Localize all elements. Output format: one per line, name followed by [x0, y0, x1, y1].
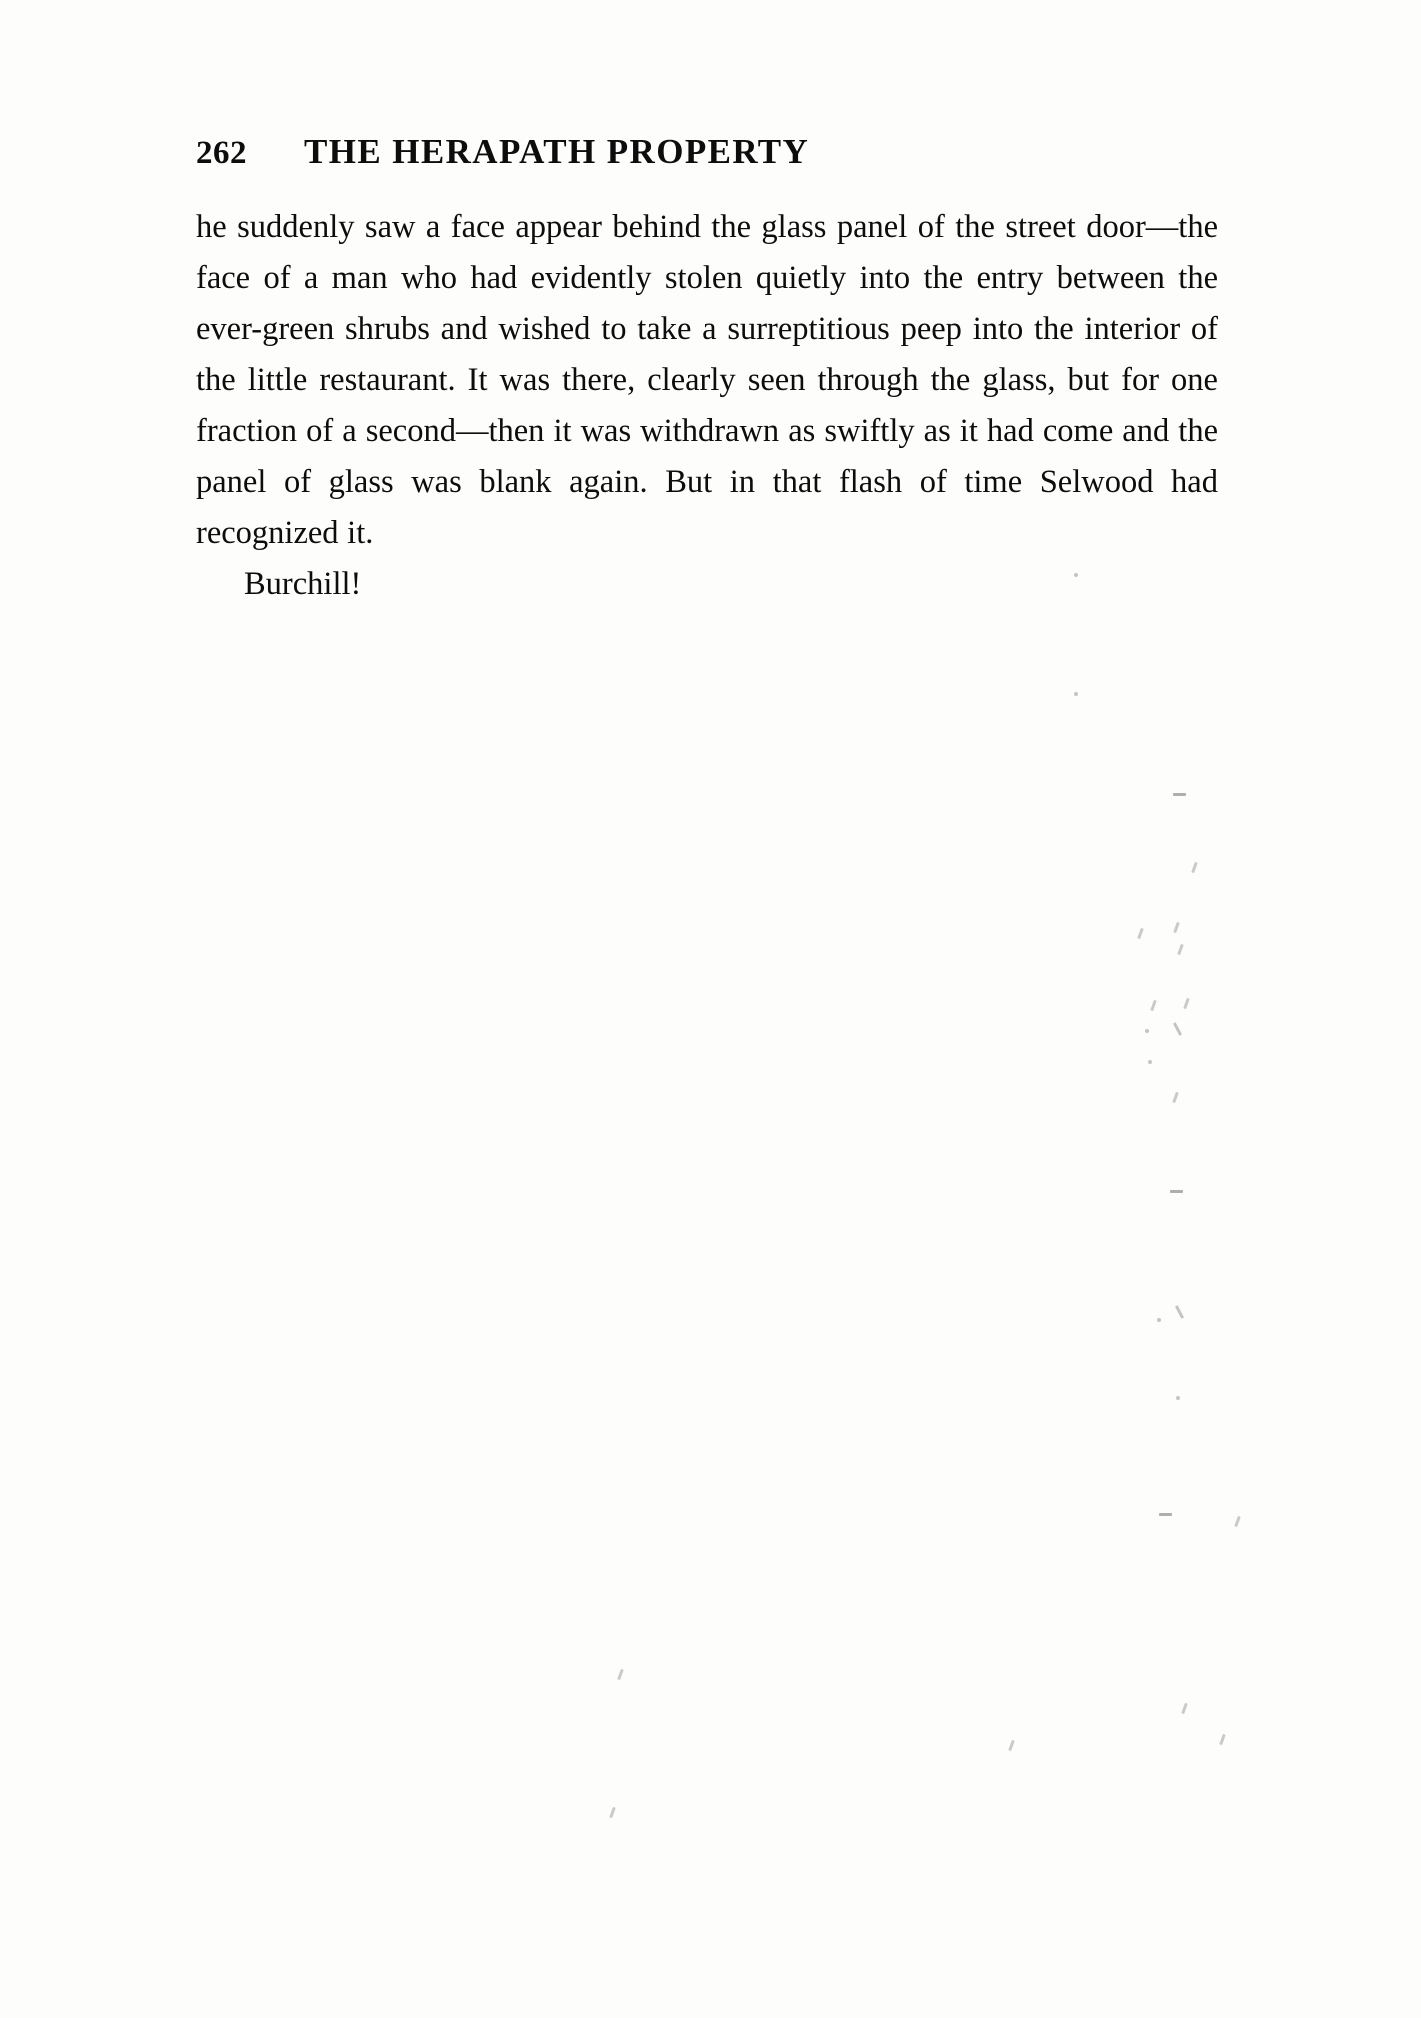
speckle-mark	[1177, 944, 1184, 955]
speckle-mark	[1175, 1305, 1184, 1319]
page-text-block	[196, 132, 1218, 610]
speckle-mark	[1074, 692, 1078, 696]
speckle-mark	[609, 1807, 616, 1818]
speckle-mark	[1074, 573, 1078, 577]
speckle-mark	[1172, 1092, 1179, 1103]
speckle-mark	[1183, 998, 1190, 1009]
speckle-mark	[1176, 1396, 1180, 1400]
speckle-mark	[1173, 793, 1186, 796]
speckle-mark	[1148, 1060, 1152, 1064]
speckle-mark	[1157, 1318, 1161, 1322]
paragraph-continuation: he suddenly saw a face appear behind the glass panel of the street door—the face of a man who had evidently stolen quietly into the entry between the ever-green shrubs and wished to take a surreptitious peep into the interior of the little restaurant. It was there, clearly seen through the glass, but for one fraction of a second—then it was withdrawn as swiftly as it had come and the panel of glass was blank again. But in that flash of time Selwood had recognized it.	[196, 209, 1218, 551]
speckle-mark	[1219, 1734, 1226, 1745]
speckle-mark	[1137, 928, 1144, 939]
body-text	[196, 202, 1218, 610]
running-head	[196, 132, 1218, 172]
speckle-mark	[1191, 862, 1198, 873]
speckle-mark	[1159, 1513, 1172, 1516]
speckle-mark	[617, 1669, 624, 1680]
page-number: 262	[196, 135, 247, 171]
paragraph-exclamation: Burchill!	[244, 566, 362, 602]
page-title: THE HERAPATH PROPERTY	[304, 132, 810, 171]
speckle-mark	[1145, 1029, 1149, 1033]
speckle-mark	[1170, 1190, 1183, 1193]
speckle-mark	[1150, 1000, 1157, 1011]
speckle-mark	[1234, 1516, 1241, 1527]
speckle-mark	[1173, 922, 1180, 933]
speckle-mark	[1173, 1022, 1182, 1036]
speckle-mark	[1181, 1703, 1188, 1714]
speckle-mark	[1008, 1740, 1015, 1751]
